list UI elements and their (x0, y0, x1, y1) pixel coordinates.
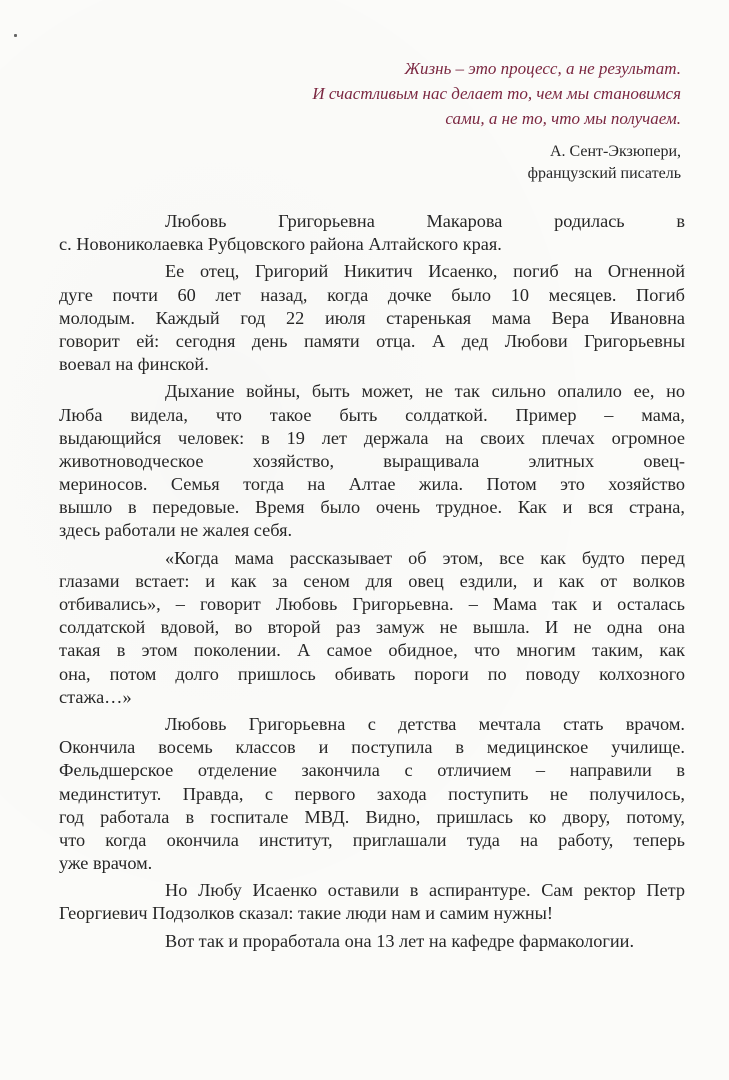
paragraph (115, 930, 685, 953)
paragraph-line: год работала в госпитале МВД. Видно, пришлась ко двору, потому, (59, 806, 685, 827)
paragraph-line: Люба видела, что такое быть солдаткой. Пример – мама, (59, 404, 685, 425)
paragraph-line: вышло в передовые. Время было очень трудное. Как и вся страна, (59, 497, 685, 518)
paragraph-line: молодым. Каждый год 22 июля старенькая мама Вера Ивановна (59, 307, 685, 328)
paragraph-line: Ее отец, Григорий Никитич Исаенко, погиб на Огненной (165, 261, 685, 282)
epigraph-author-role: французский писатель (527, 165, 681, 182)
paragraph-line: говорит ей: сегодня день памяти отца. А дед Любови Григорьевны (59, 330, 685, 351)
paragraph-line: Фельдшерское отделение закончила с отличием – направили в (59, 760, 685, 781)
paragraph-line: Но Любу Исаенко оставили в аспирантуре. Сам ректор Петр (165, 880, 685, 901)
paragraph-line: выдающийся человек: в 19 лет держала на своих плечах огромное (59, 427, 685, 448)
paragraph-line: мериносов. Семья тогда на Алтае жила. Потом это хозяйство (59, 474, 685, 495)
paragraph-line: Дыхание войны, быть может, не так сильно опалило ее, но (165, 381, 685, 402)
paragraph-line: с. Новониколаевка Рубцовского района Алтайского края. (59, 234, 502, 255)
paragraph-line: глазами встает: и как за сеном для овец ездили, и как от волков (59, 570, 685, 591)
paragraph (59, 547, 685, 709)
epigraph-line: Жизнь – это процесс, а не результат. (404, 59, 681, 78)
paragraph-line: Вот так и проработала она 13 лет на кафедре фармакологии. (165, 930, 635, 951)
paragraph-line: уже врачом. (59, 853, 153, 874)
article-body (59, 210, 685, 953)
epigraph-author (121, 141, 681, 185)
paragraph (59, 380, 685, 542)
paragraph-line: Любовь Григорьевна с детства мечтала стать врачом. (165, 713, 685, 734)
epigraph-author-name: А. Сент-Экзюпери, (549, 143, 681, 160)
paragraph-line: воевал на финской. (59, 354, 209, 375)
paragraph-line: здесь работали не жалея себя. (59, 520, 293, 541)
epigraph-line: И счастливым нас делает то, чем мы становимся (312, 84, 681, 103)
paragraph-line: Георгиевич Подзолков сказал: такие люди нам и самим нужны! (59, 903, 554, 924)
paragraph-line: солдатской вдовой, во второй раз замуж не вышла. И не одна она (59, 617, 685, 638)
paragraph-line: стажа…» (59, 686, 132, 707)
paragraph-line: Любовь Григорьевна Макарова родилась в (165, 211, 685, 231)
epigraph-line: сами, а не то, что мы получаем. (445, 109, 681, 128)
paragraph-line: дуге почти 60 лет назад, когда дочке было 10 месяцев. Погиб (59, 284, 685, 305)
paragraph-line: что когда окончила институт, приглашали туда на работу, теперь (59, 829, 685, 850)
paragraph-line: такая в этом поколении. А самое обидное, что многим таким, как (59, 640, 685, 661)
paragraph-line: Окончила восемь классов и поступила в медицинское училище. (59, 737, 685, 758)
paragraph-line: мединститут. Правда, с первого захода поступить не получилось, (59, 783, 685, 804)
paragraph-line: отбивались», – говорит Любовь Григорьевна. – Мама так и осталась (59, 594, 685, 614)
paragraph-line: животноводческое хозяйство, выращивала элитных овец- (59, 450, 685, 471)
scan-speck (14, 34, 17, 37)
paragraph (59, 879, 685, 925)
paragraph (59, 713, 685, 875)
paragraph (59, 210, 685, 256)
paragraph-line: она, потом долго пришлось обивать пороги по поводу колхозного (59, 663, 685, 684)
epigraph (121, 56, 681, 185)
paragraph (59, 260, 685, 376)
paragraph-line: «Когда мама рассказывает об этом, все как будто перед (165, 547, 685, 568)
